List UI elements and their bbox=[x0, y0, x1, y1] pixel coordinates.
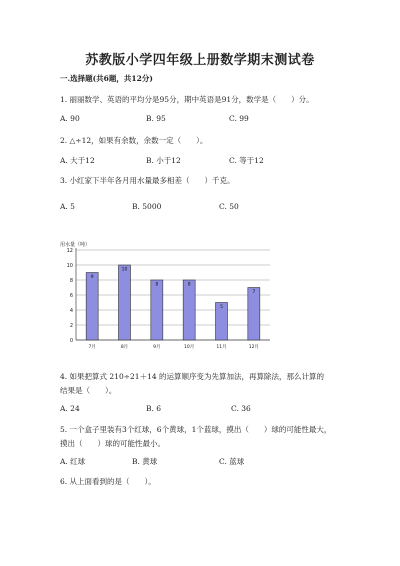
chart-bar bbox=[119, 265, 131, 340]
chart-x-tick-label: 11月 bbox=[216, 345, 227, 350]
q3-option-c[interactable]: C. 50 bbox=[219, 202, 239, 211]
chart-x-tick-label: 10月 bbox=[184, 345, 195, 350]
q3-option-a[interactable]: A. 5 bbox=[60, 202, 75, 211]
q5-option-a[interactable]: A. 红球 bbox=[60, 457, 86, 466]
chart-x-tick-label: 7月 bbox=[88, 345, 96, 350]
question-4-line-1: 4. 如果把算式 210÷21＋14 的运算顺序变为先算加法，再算除法，那么计算的 bbox=[60, 372, 324, 381]
q4-option-a[interactable]: A. 24 bbox=[60, 404, 80, 413]
chart-data-label: 9 bbox=[90, 275, 94, 280]
chart-bar bbox=[183, 280, 195, 340]
chart-data-label: 5 bbox=[220, 305, 223, 310]
chart-data-label: 8 bbox=[155, 282, 159, 288]
q4-option-b[interactable]: B. 6 bbox=[146, 404, 162, 413]
chart-x-tick-label: 9月 bbox=[153, 345, 161, 350]
chart-y-tick-label: 6 bbox=[69, 292, 73, 299]
page-title: 苏教版小学四年级上册数学期末测试卷 bbox=[85, 53, 315, 68]
chart-x-tick-label: 8月 bbox=[120, 345, 129, 350]
q1-option-c[interactable]: C. 99 bbox=[229, 114, 249, 123]
q5-option-c[interactable]: C. 蓝球 bbox=[219, 457, 245, 466]
question-6: 6. 从上面看到的是（ ）。 bbox=[60, 477, 156, 486]
question-1: 1. 丽丽数学、英语的平均分是95分，期中英语是91分，数学是（ ）分。 bbox=[60, 95, 314, 104]
chart-data-label: 8 bbox=[187, 282, 191, 288]
question-4-line-2: 结果是（ ）。 bbox=[60, 386, 117, 395]
chart-y-tick-label: 4 bbox=[69, 307, 73, 314]
chart-x-tick-label: 12月 bbox=[248, 345, 259, 350]
q1-option-a[interactable]: A. 90 bbox=[60, 114, 80, 123]
q3-option-b[interactable]: B. 5000 bbox=[132, 202, 162, 211]
q2-option-c[interactable]: C. 等于12 bbox=[229, 156, 264, 165]
chart-bar bbox=[248, 288, 260, 341]
chart-y-tick-label: 8 bbox=[69, 277, 73, 284]
q5-option-b[interactable]: B. 黄球 bbox=[132, 457, 158, 466]
chart-data-label: 7 bbox=[252, 290, 256, 295]
q2-option-a[interactable]: A. 大于12 bbox=[60, 156, 95, 165]
question-5-line-2: 摸出（ ）球的可能性最小。 bbox=[60, 439, 165, 448]
q2-option-b[interactable]: B. 小于12 bbox=[146, 156, 181, 165]
water-usage-bar-chart bbox=[58, 238, 280, 356]
q4-option-c[interactable]: C. 36 bbox=[231, 404, 251, 413]
chart-bar bbox=[151, 280, 163, 340]
chart-data-label: 10 bbox=[121, 267, 128, 273]
chart-y-tick-label: 0 bbox=[69, 337, 73, 344]
chart-y-tick-label: 10 bbox=[66, 262, 73, 269]
chart-y-tick-label: 2 bbox=[69, 322, 73, 329]
question-5-line-1: 5. 一个盒子里装有3个红球，6个黄球，1个蓝球，摸出（ ）球的可能性最大， bbox=[60, 425, 332, 434]
question-2: 2. △÷12，如果有余数，余数一定（ ）。 bbox=[60, 136, 208, 145]
section-heading: 一.选择题(共6题，共12分) bbox=[60, 74, 153, 83]
chart-bar bbox=[86, 273, 98, 341]
q1-option-b[interactable]: B. 95 bbox=[146, 114, 166, 123]
chart-y-axis-label: 用水量（吨） bbox=[60, 242, 91, 248]
chart-y-tick-label: 12 bbox=[66, 247, 73, 254]
question-3: 3. 小红家下半年各月用水量最多相差（ ）千克。 bbox=[60, 176, 235, 185]
